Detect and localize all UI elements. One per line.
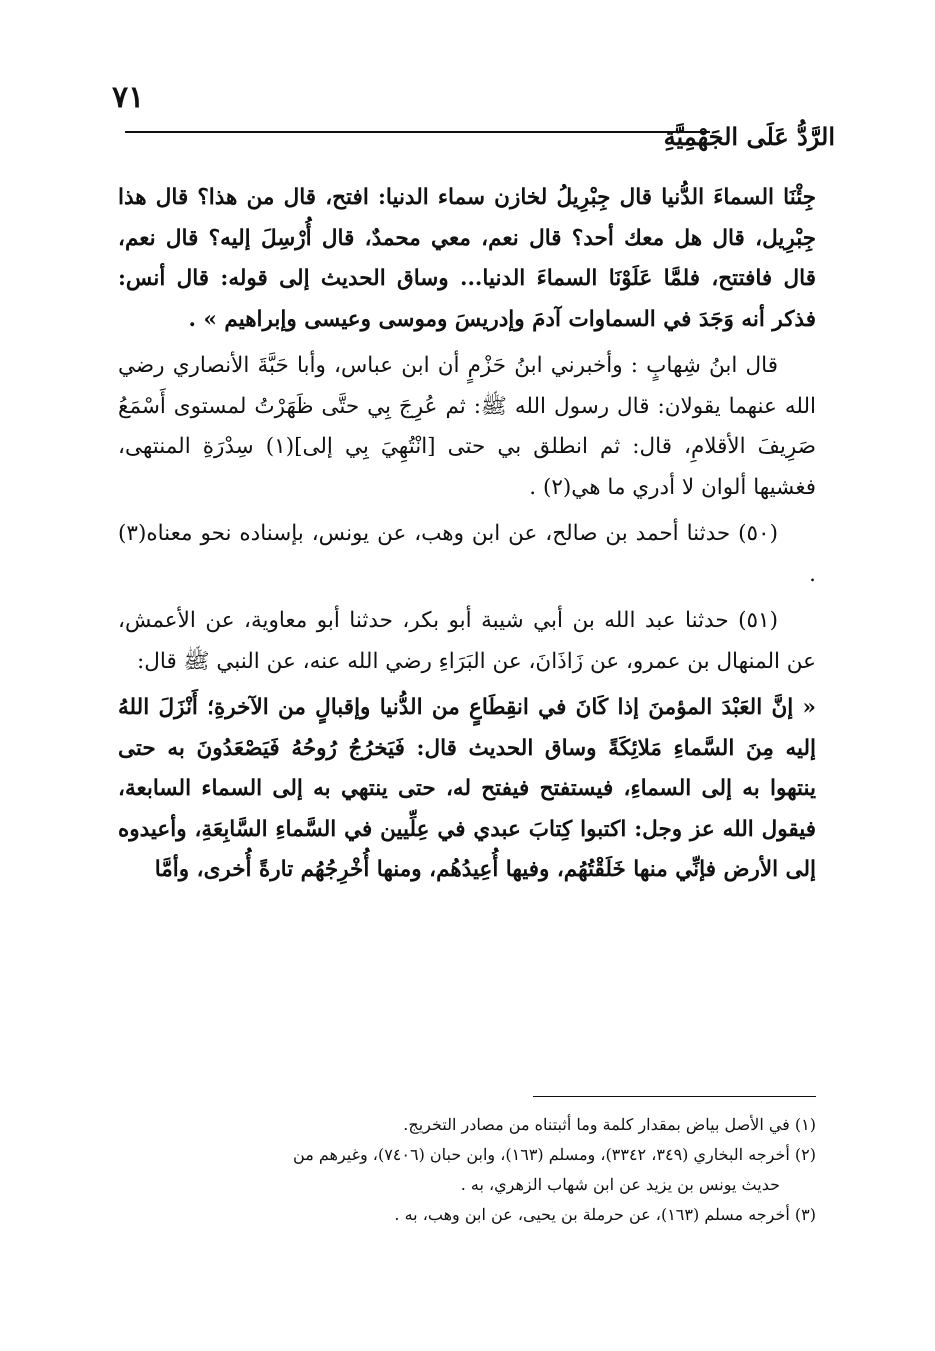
header-rule bbox=[125, 131, 710, 133]
footnote-rule bbox=[533, 1096, 816, 1097]
running-title: الرَّدُّ عَلَى الجَهْمِيَّةِ bbox=[663, 122, 835, 151]
page-number: ٧١ bbox=[112, 80, 145, 115]
footnote-1: (١) في الأصل بياض بمقدار كلمة وما أثبتناه من مصادر التخريج. bbox=[403, 1115, 816, 1134]
paragraph-ibn-shihab: قال ابنُ شِهابٍ : وأخبرني ابنُ حَزْمٍ أن ابن عباس، وأبا حَبَّةَ الأنصاري رضي الله عنهما يقولان: قال رسول الله ﷺ: ثم عُرِجَ بِي حتَّى ظَهَرْتُ لمستوى أَسْمَعُ صَرِيفَ الأقلامِ، قال: ثم انطلق بي حتى [انْتُهِيَ بِي إلى](١) سِدْرَةِ المنتهى، فغشيها ألوان لا أدري ما هي(٢) . bbox=[118, 353, 817, 500]
footnote-3: (٣) أخرجه مسلم (١٦٣)، عن حرملة بن يحيى، عن ابن وهب، به . bbox=[394, 1205, 816, 1224]
paragraph-hadith-51-matn: « إنَّ العَبْدَ المؤمنَ إذا كَانَ في انقِطَاعٍ من الدُّنيا وإقبالٍ من الآخرةِ؛ أَنْزَلَ اللهُ إليه مِنَ السَّماءِ مَلائِكَةً وساق الحديث قال: فَيَخرُجُ رُوحُهُ فَيَصْعَدُونَ به حتى ينتهوا به إلى السماءِ، فيستفتح فيفتح له، حتى ينتهي به إلى السماء السابعة، فيقول الله عز وجل: اكتبوا كِتابَ عبدي في عِلِّيين في السَّماءِ السَّابِعَةِ، وأعيدوه إلى الأرض فإنِّي منها خَلَقْتُهُم، وفيها أُعِيدُهُم، ومنها أُخْرِجُهُم تارةً أُخرى، وأمَّا bbox=[118, 695, 816, 882]
footnote-2: (٢) أخرجه البخاري (٣٤٩، ٣٣٤٢)، ومسلم (١٦٣)، وابن حبان (٧٤٠٦)، وغيرهم من bbox=[293, 1145, 816, 1164]
paragraph-hadith-51: (٥١) حدثنا عبد الله بن أبي شيبة أبو بكر، حدثنا أبو معاوية، عن الأعمش، عن المنهال بن عمرو، عن زَاذَانَ، عن البَرَاءِ رضي الله عنه، عن النبي ﷺ قال: bbox=[118, 608, 816, 674]
footnote-2-continuation: حديث يونس بن يزيد عن ابن شهاب الزهري، به . bbox=[460, 1175, 780, 1194]
main-text bbox=[118, 178, 816, 897]
paragraph-hadith-continuation: جِئْنَا السماءَ الدُّنيا قال جِبْرِيلُ لخازن سماء الدنيا: افتح، قال من هذا؟ قال هذا جِبْرِيل، قال هل معك أحد؟ قال نعم، معي محمدٌ، قال أُرْسِلَ إليه؟ قال نعم، قال فافتتح، فلمَّا عَلَوْنَا السماءَ الدنيا... وساق الحديث إلى قوله: قال أنس: فذكر أنه وَجَدَ في السماوات آدمَ وإدريسَ وموسى وعيسى وإبراهيم » . bbox=[118, 185, 816, 332]
footnotes bbox=[118, 1110, 816, 1230]
paragraph-hadith-50: (٥٠) حدثنا أحمد بن صالح، عن ابن وهب، عن يونس، بإسناده نحو معناه(٣) . bbox=[118, 521, 816, 587]
